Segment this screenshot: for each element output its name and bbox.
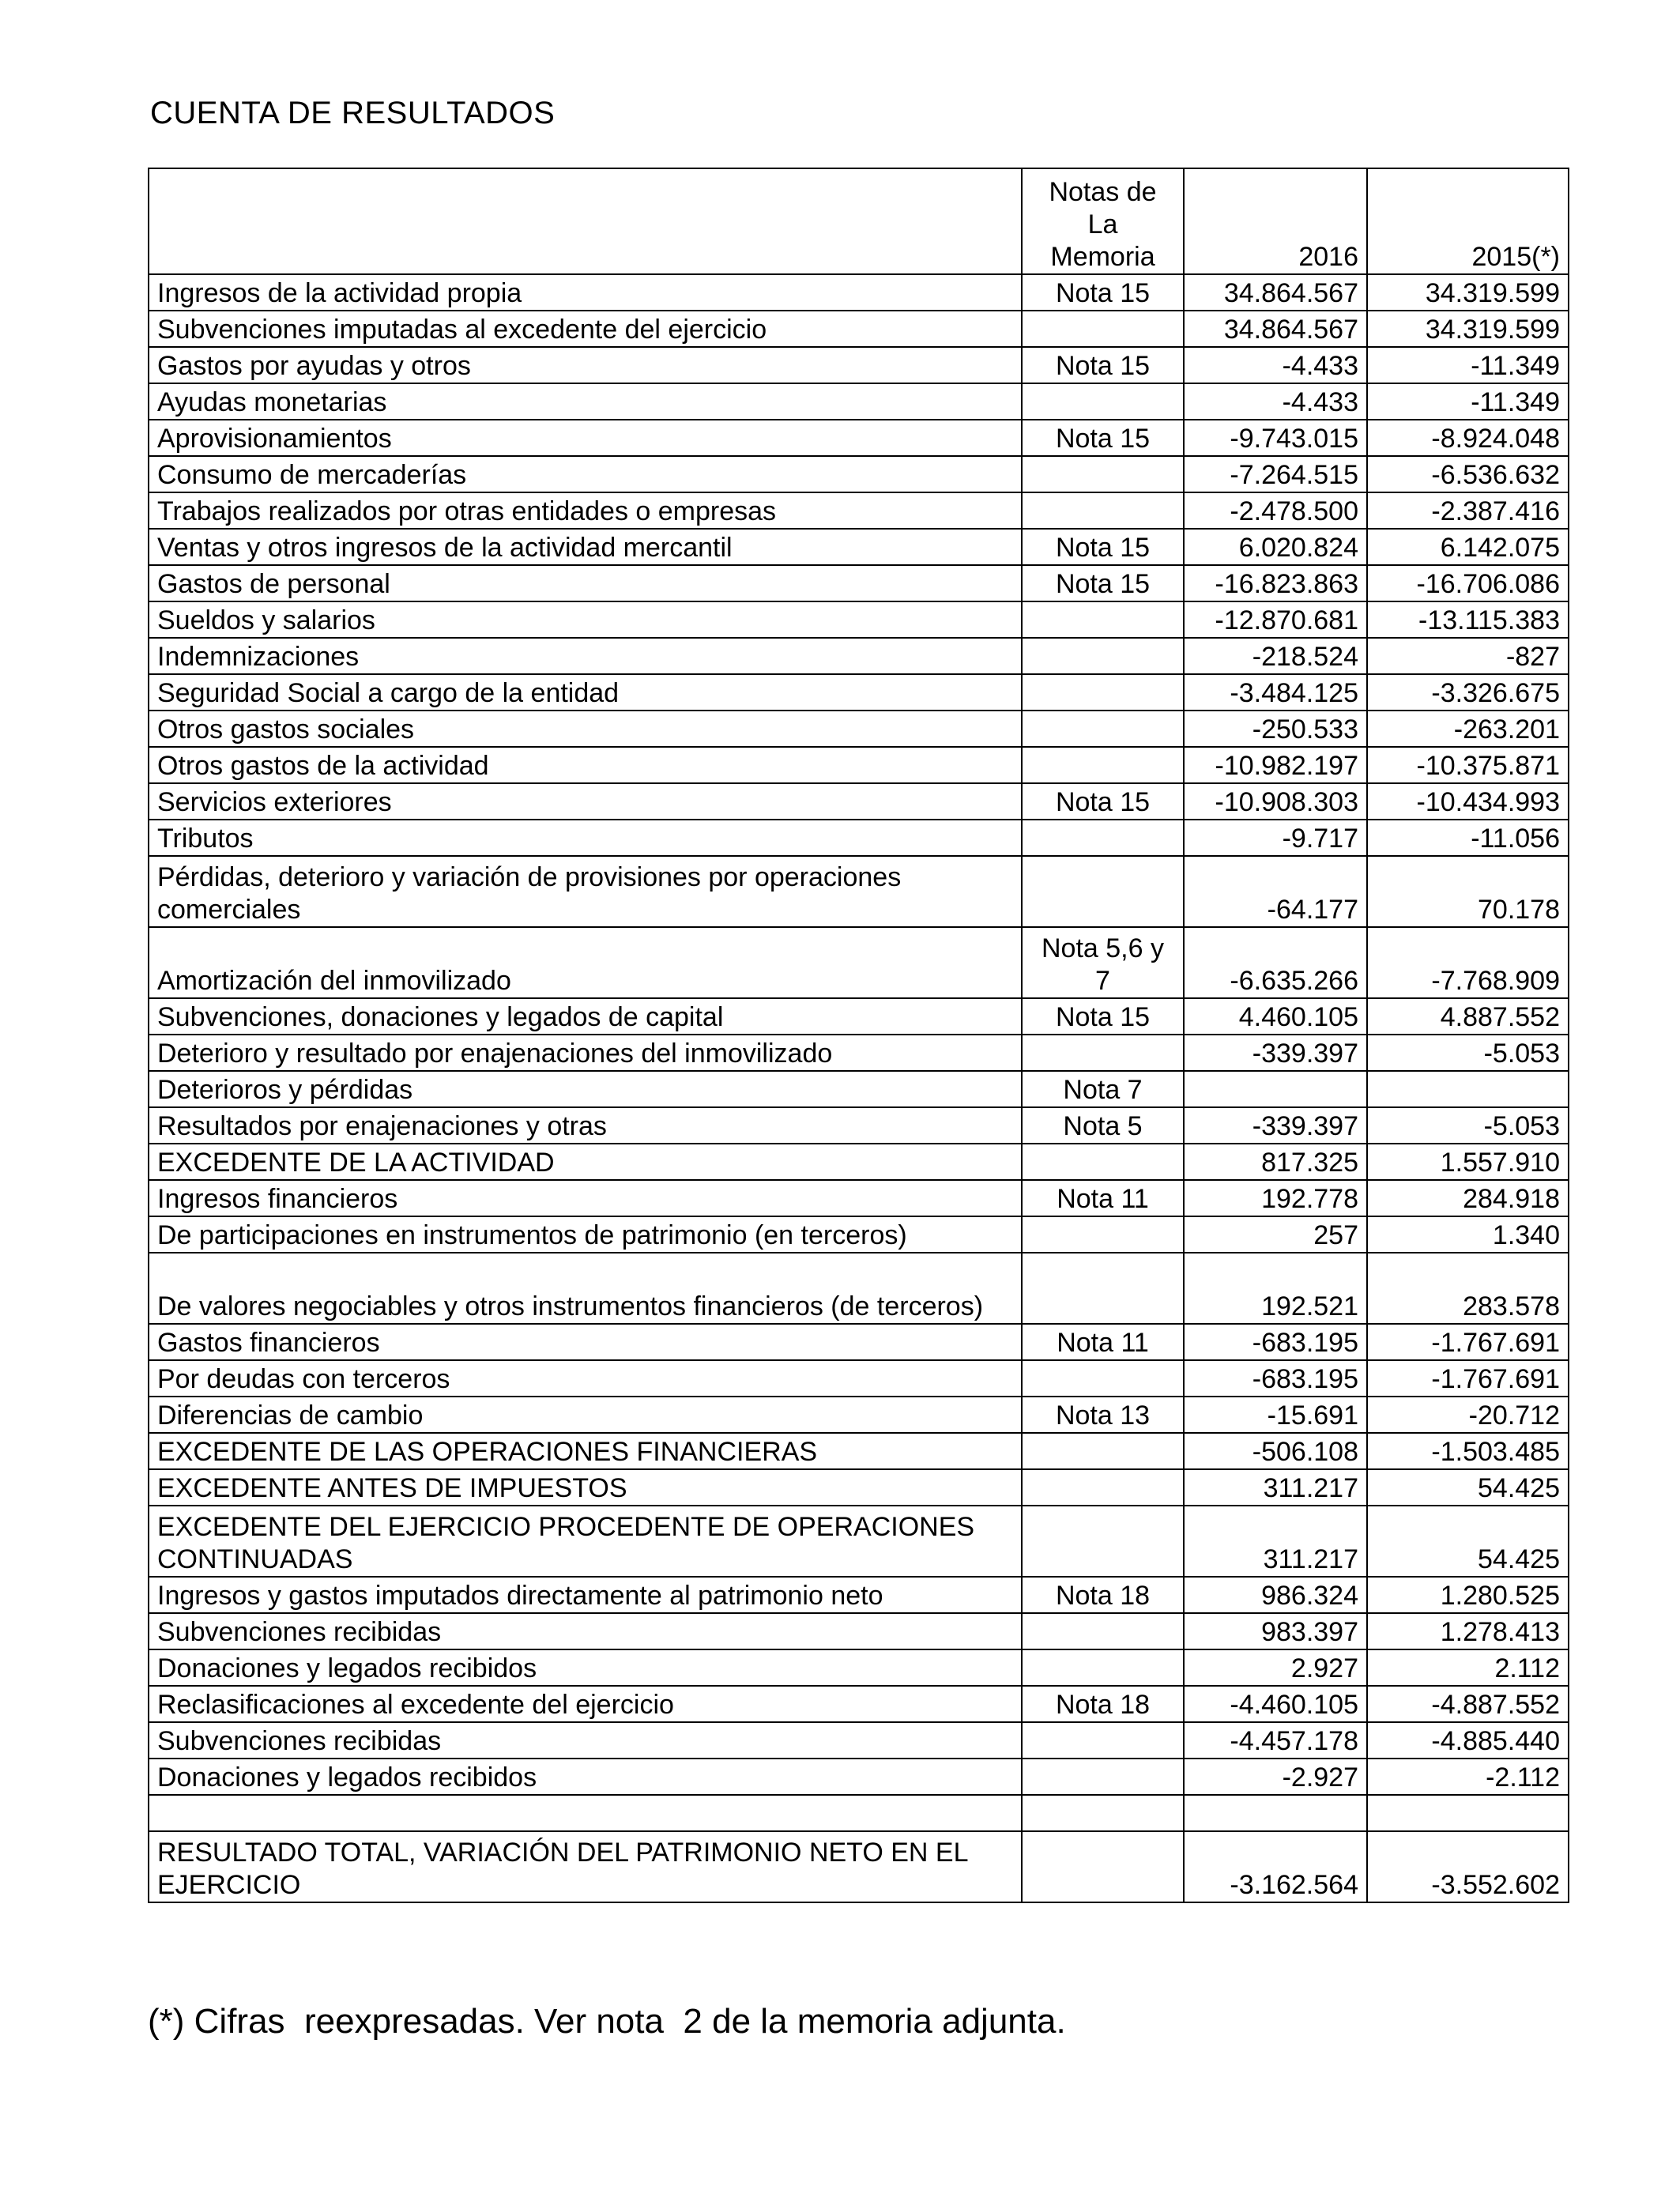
table-row [149,274,1569,311]
row-nota [1022,674,1184,711]
row-value-2015: 2.112 [1367,1649,1569,1686]
row-value-2015: -2.387.416 [1367,492,1569,529]
row-concept: De participaciones en instrumentos de patrimonio (en terceros) [149,1216,1022,1253]
row-value-2016: 983.397 [1184,1613,1367,1649]
row-value-2015: -16.706.086 [1367,565,1569,601]
row-value-2016: -10.982.197 [1184,747,1367,783]
row-nota: Nota 15 [1022,783,1184,820]
row-nota: Nota 18 [1022,1577,1184,1613]
row-concept: EXCEDENTE DE LAS OPERACIONES FINANCIERAS [149,1433,1022,1469]
row-value-2016: -339.397 [1184,1107,1367,1144]
row-value-2015: -8.924.048 [1367,420,1569,456]
table-row [149,311,1569,347]
row-nota: Nota 5 [1022,1107,1184,1144]
row-value-2016: 257 [1184,1216,1367,1253]
table-row [149,747,1569,783]
table-row [149,1107,1569,1144]
table-row [149,492,1569,529]
row-nota [1022,311,1184,347]
row-nota [1022,1795,1184,1831]
table-row [149,820,1569,856]
row-value-2016: -9.717 [1184,820,1367,856]
row-nota [1022,820,1184,856]
row-nota [1022,1722,1184,1759]
row-concept: Pérdidas, deterioro y variación de provisiones por operaciones comerciales [149,856,1022,927]
row-concept: Sueldos y salarios [149,601,1022,638]
row-nota: Nota 7 [1022,1071,1184,1107]
table-row [149,927,1569,998]
row-value-2015: -1.767.691 [1367,1360,1569,1397]
row-value-2015 [1367,1071,1569,1107]
row-value-2015: -263.201 [1367,711,1569,747]
row-concept: Ingresos financieros [149,1180,1022,1216]
row-value-2016: -2.927 [1184,1759,1367,1795]
row-value-2015: -20.712 [1367,1397,1569,1433]
row-concept: Ayudas monetarias [149,383,1022,420]
row-value-2016: -4.457.178 [1184,1722,1367,1759]
row-concept: Gastos financieros [149,1324,1022,1360]
row-value-2016: -4.460.105 [1184,1686,1367,1722]
row-value-2015: 1.557.910 [1367,1144,1569,1180]
row-value-2015: 283.578 [1367,1253,1569,1324]
row-value-2016: 34.864.567 [1184,311,1367,347]
row-value-2015: -5.053 [1367,1107,1569,1144]
row-value-2015: -11.349 [1367,383,1569,420]
row-nota [1022,1469,1184,1506]
row-nota [1022,1360,1184,1397]
header-notes: Notas de La Memoria [1022,168,1184,274]
row-value-2016: -9.743.015 [1184,420,1367,456]
row-concept: Donaciones y legados recibidos [149,1649,1022,1686]
row-value-2016: -10.908.303 [1184,783,1367,820]
row-value-2015: -11.349 [1367,347,1569,383]
table-row [149,1759,1569,1795]
row-nota: Nota 15 [1022,529,1184,565]
row-concept: Aprovisionamientos [149,420,1022,456]
row-concept: Deterioro y resultado por enajenaciones del inmovilizado [149,1035,1022,1071]
row-concept: Por deudas con terceros [149,1360,1022,1397]
income-statement-table [148,168,1569,1903]
row-concept: Subvenciones imputadas al excedente del ejercicio [149,311,1022,347]
table-row [149,383,1569,420]
row-value-2015: -6.536.632 [1367,456,1569,492]
table-row [149,1035,1569,1071]
row-concept: Otros gastos sociales [149,711,1022,747]
table-row [149,711,1569,747]
row-nota [1022,638,1184,674]
row-nota [1022,1253,1184,1324]
row-value-2015: -4.887.552 [1367,1686,1569,1722]
row-nota: Nota 15 [1022,274,1184,311]
row-nota [1022,1433,1184,1469]
table-row [149,1360,1569,1397]
table-row [149,456,1569,492]
row-concept: De valores negociables y otros instrumentos financieros (de terceros) [149,1253,1022,1324]
row-value-2015: 54.425 [1367,1506,1569,1577]
row-value-2016: -250.533 [1184,711,1367,747]
table-row [149,1795,1569,1831]
row-concept: Deterioros y pérdidas [149,1071,1022,1107]
row-value-2015: -7.768.909 [1367,927,1569,998]
table-row [149,1216,1569,1253]
row-concept: Donaciones y legados recibidos [149,1759,1022,1795]
row-value-2016 [1184,1795,1367,1831]
table-row [149,638,1569,674]
row-value-2016: -683.195 [1184,1360,1367,1397]
table-row [149,856,1569,927]
row-value-2015 [1367,1795,1569,1831]
row-value-2015: -2.112 [1367,1759,1569,1795]
row-concept: Amortización del inmovilizado [149,927,1022,998]
row-value-2016: -3.162.564 [1184,1831,1367,1902]
row-value-2015: -10.375.871 [1367,747,1569,783]
table-row [149,1722,1569,1759]
row-value-2015: -3.552.602 [1367,1831,1569,1902]
row-nota: Nota 15 [1022,347,1184,383]
row-nota [1022,492,1184,529]
row-nota [1022,1144,1184,1180]
header-year-2016: 2016 [1184,168,1367,274]
table-row [149,1469,1569,1506]
row-value-2016: -6.635.266 [1184,927,1367,998]
row-value-2015: 1.340 [1367,1216,1569,1253]
header-year-2015: 2015(*) [1367,168,1569,274]
row-value-2016: 2.927 [1184,1649,1367,1686]
row-nota: Nota 18 [1022,1686,1184,1722]
row-value-2015: -4.885.440 [1367,1722,1569,1759]
table-row [149,1831,1569,1902]
table-row [149,1613,1569,1649]
row-concept: Tributos [149,820,1022,856]
row-nota: Nota 11 [1022,1324,1184,1360]
row-value-2016: -3.484.125 [1184,674,1367,711]
row-concept: Ingresos y gastos imputados directamente al patrimonio neto [149,1577,1022,1613]
row-value-2016: -339.397 [1184,1035,1367,1071]
row-value-2016: 6.020.824 [1184,529,1367,565]
row-value-2016: 311.217 [1184,1469,1367,1506]
row-value-2015: -1.767.691 [1367,1324,1569,1360]
row-concept: Ingresos de la actividad propia [149,274,1022,311]
row-value-2016: -12.870.681 [1184,601,1367,638]
row-value-2015: 70.178 [1367,856,1569,927]
row-nota [1022,1035,1184,1071]
row-concept: Subvenciones, donaciones y legados de capital [149,998,1022,1035]
table-row [149,1180,1569,1216]
row-value-2016: 817.325 [1184,1144,1367,1180]
row-value-2016: 192.778 [1184,1180,1367,1216]
row-value-2015: 54.425 [1367,1469,1569,1506]
row-value-2015: 1.280.525 [1367,1577,1569,1613]
header-row [149,168,1569,274]
table-row [149,998,1569,1035]
row-value-2015: -11.056 [1367,820,1569,856]
row-nota [1022,1649,1184,1686]
table-row [149,1577,1569,1613]
row-value-2015: -10.434.993 [1367,783,1569,820]
row-value-2015: -1.503.485 [1367,1433,1569,1469]
row-concept: EXCEDENTE ANTES DE IMPUESTOS [149,1469,1022,1506]
table-row [149,1324,1569,1360]
row-concept: Gastos por ayudas y otros [149,347,1022,383]
row-concept: Gastos de personal [149,565,1022,601]
row-value-2015: 34.319.599 [1367,311,1569,347]
row-concept: Trabajos realizados por otras entidades o empresas [149,492,1022,529]
row-nota [1022,601,1184,638]
row-concept: Reclasificaciones al excedente del ejercicio [149,1686,1022,1722]
row-nota: Nota 15 [1022,565,1184,601]
row-value-2015: 284.918 [1367,1180,1569,1216]
row-concept: Seguridad Social a cargo de la entidad [149,674,1022,711]
row-value-2015: 1.278.413 [1367,1613,1569,1649]
row-concept: RESULTADO TOTAL, VARIACIÓN DEL PATRIMONIO NETO EN EL EJERCICIO [149,1831,1022,1902]
row-concept: Indemnizaciones [149,638,1022,674]
row-nota: Nota 11 [1022,1180,1184,1216]
table-row [149,1071,1569,1107]
row-value-2016: -683.195 [1184,1324,1367,1360]
row-value-2016: 34.864.567 [1184,274,1367,311]
table-row [149,1253,1569,1324]
row-nota [1022,856,1184,927]
row-value-2016: -4.433 [1184,347,1367,383]
table-row [149,1397,1569,1433]
row-concept [149,1795,1022,1831]
table-body [149,168,1569,1902]
table-row [149,529,1569,565]
row-value-2015: 6.142.075 [1367,529,1569,565]
table-row [149,1144,1569,1180]
row-value-2016: 986.324 [1184,1577,1367,1613]
row-value-2015: 4.887.552 [1367,998,1569,1035]
row-value-2016: 192.521 [1184,1253,1367,1324]
row-nota [1022,1613,1184,1649]
row-nota [1022,711,1184,747]
row-nota [1022,1216,1184,1253]
row-concept: Servicios exteriores [149,783,1022,820]
row-value-2016: -7.264.515 [1184,456,1367,492]
row-value-2015: 34.319.599 [1367,274,1569,311]
header-concept [149,168,1022,274]
table-row [149,1686,1569,1722]
row-value-2015: -13.115.383 [1367,601,1569,638]
row-nota: Nota 15 [1022,998,1184,1035]
row-nota [1022,747,1184,783]
table-row [149,565,1569,601]
row-concept: Subvenciones recibidas [149,1613,1022,1649]
row-value-2016: -4.433 [1184,383,1367,420]
table-row [149,601,1569,638]
row-concept: Consumo de mercaderías [149,456,1022,492]
row-value-2016: -64.177 [1184,856,1367,927]
row-value-2015: -5.053 [1367,1035,1569,1071]
footnote: (*) Cifras reexpresadas. Ver nota 2 de la memoria adjunta. [148,2002,1066,2041]
row-nota [1022,383,1184,420]
row-concept: Diferencias de cambio [149,1397,1022,1433]
row-concept: Ventas y otros ingresos de la actividad mercantil [149,529,1022,565]
row-value-2016: -506.108 [1184,1433,1367,1469]
row-value-2016: 4.460.105 [1184,998,1367,1035]
table-row [149,1506,1569,1577]
row-value-2016: -2.478.500 [1184,492,1367,529]
row-nota: Nota 5,6 y 7 [1022,927,1184,998]
row-nota: Nota 15 [1022,420,1184,456]
row-nota [1022,1506,1184,1577]
document-title: CUENTA DE RESULTADOS [150,96,556,130]
row-value-2015: -3.326.675 [1367,674,1569,711]
row-concept: Subvenciones recibidas [149,1722,1022,1759]
row-value-2016: -218.524 [1184,638,1367,674]
row-concept: EXCEDENTE DE LA ACTIVIDAD [149,1144,1022,1180]
row-concept: EXCEDENTE DEL EJERCICIO PROCEDENTE DE OPERACIONES CONTINUADAS [149,1506,1022,1577]
table-row [149,674,1569,711]
row-nota [1022,456,1184,492]
row-value-2016 [1184,1071,1367,1107]
table-row [149,347,1569,383]
row-nota [1022,1759,1184,1795]
table-row [149,1649,1569,1686]
row-concept: Resultados por enajenaciones y otras [149,1107,1022,1144]
row-value-2016: -16.823.863 [1184,565,1367,601]
row-value-2016: 311.217 [1184,1506,1367,1577]
row-nota [1022,1831,1184,1902]
table-row [149,420,1569,456]
row-nota: Nota 13 [1022,1397,1184,1433]
table-row [149,1433,1569,1469]
table-row [149,783,1569,820]
row-value-2015: -827 [1367,638,1569,674]
row-value-2016: -15.691 [1184,1397,1367,1433]
row-concept: Otros gastos de la actividad [149,747,1022,783]
